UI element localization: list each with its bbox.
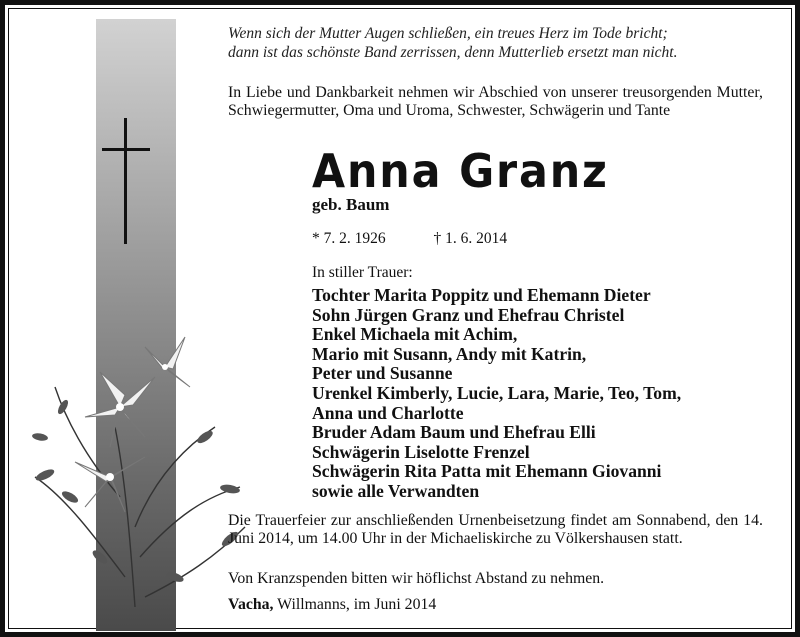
life-dates (312, 230, 507, 248)
place-town: Vacha, (228, 596, 274, 613)
verse (228, 24, 763, 62)
mourner-line: Tochter Marita Poppitz und Ehemann Dieter (312, 285, 651, 305)
mourner-line: Bruder Adam Baum und Ehefrau Elli (312, 422, 596, 443)
mourners-list (312, 286, 681, 502)
cross-icon (124, 118, 127, 244)
death-date: † 1. 6. 2014 (433, 230, 508, 247)
intro-text: In Liebe und Dankbarkeit nehmen wir Abschied von unserer treusorgenden Mutter, Schwiegermutter, Oma und Uroma, Schwester, Schwägerin und Tante (228, 84, 763, 119)
birth-date: * 7. 2. 1926 (312, 230, 386, 247)
lily-bouquet-icon (15, 277, 255, 612)
mourner-line: Schwägerin Liselotte Frenzel (312, 441, 530, 462)
mourner-line: Urenkel Kimberly, Lucie, Lara, Marie, Teo, Tom, (312, 382, 682, 403)
place-rest: Willmanns, im Juni 2014 (273, 596, 437, 613)
place-date (228, 596, 436, 614)
funeral-notice: Die Trauerfeier zur anschließenden Urnenbeisetzung findet am Sonnabend, den 14. Juni 2014, um 14.00 Uhr in der Michaeliskirche zu Völkershausen statt. (228, 512, 763, 547)
mourner-line: sowie alle Verwandten (312, 480, 480, 501)
deceased-name: Anna Granz (312, 144, 609, 198)
mourner-line: Schwägerin Rita Patta mit Ehemann Giovanni (312, 461, 662, 482)
mourner-line: Enkel Michaela mit Achim, (312, 324, 518, 345)
mourning-label: In stiller Trauer: (312, 264, 413, 281)
mourner-line: Mario mit Susann, Andy mit Katrin, (312, 343, 587, 364)
cross-icon-bar (102, 148, 150, 151)
mourner-line: Peter und Susanne (312, 363, 453, 384)
verse-line-2: dann ist das schönste Band zerrissen, denn Mutterlieb ersetzt man nicht. (228, 44, 678, 61)
wreath-notice: Von Kranzspenden bitten wir höflichst Abstand zu nehmen. (228, 570, 605, 587)
maiden-name: geb. Baum (312, 195, 390, 214)
verse-line-1: Wenn sich der Mutter Augen schließen, ein treues Herz im Tode bricht; (228, 25, 668, 42)
mourner-line: Sohn Jürgen Granz und Ehefrau Christel (312, 304, 625, 325)
mourner-line: Anna und Charlotte (312, 402, 464, 423)
